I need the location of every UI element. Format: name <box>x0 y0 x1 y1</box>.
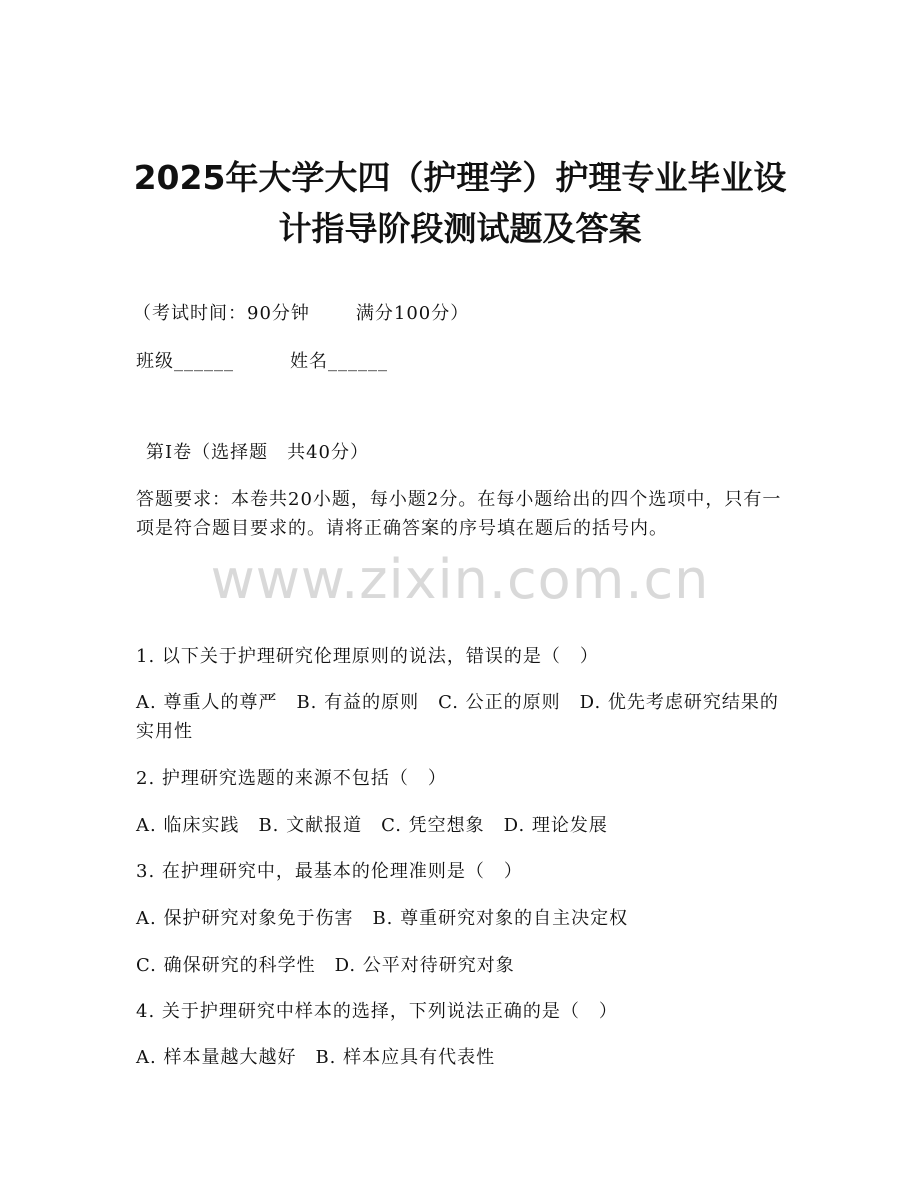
question-3-stem: 3. 在护理研究中，最基本的伦理准则是（ ） <box>136 861 523 882</box>
question-4-options-line-1: A. 样本量越大越好 B. 样本应具有代表性 <box>136 1047 496 1068</box>
class-field: 班级______ <box>136 351 234 372</box>
exam-info <box>133 302 469 326</box>
question-3-options-line-2: C. 确保研究的科学性 D. 公平对待研究对象 <box>136 955 515 976</box>
question-4-stem: 4. 关于护理研究中样本的选择，下列说法正确的是（ ） <box>136 1001 618 1022</box>
question-2-stem: 2. 护理研究选题的来源不包括（ ） <box>136 768 447 789</box>
name-field: 姓名______ <box>290 351 388 372</box>
question-1-options: A. 尊重人的尊严 B. 有益的原则 C. 公正的原则 D. 优先考虑研究结果的实用性 <box>136 692 779 742</box>
document-title <box>60 152 860 254</box>
title-line-1: 2025年大学大四（护理学）护理专业毕业设 <box>133 158 787 197</box>
exam-time: （考试时间：90分钟 <box>133 303 310 324</box>
title-line-2: 计指导阶段测试题及答案 <box>278 209 642 248</box>
section-instructions: 答题要求：本卷共20小题，每小题2分。在每小题给出的四个选项中，只有一项是符合题目要求的。请将正确答案的序号填在题后的括号内。 <box>136 489 782 539</box>
question-1-stem: 1. 以下关于护理研究伦理原则的说法，错误的是（ ） <box>136 646 599 667</box>
question-3-options-line-1: A. 保护研究对象免于伤害 B. 尊重研究对象的自主决定权 <box>136 908 629 929</box>
question-2-options: A. 临床实践 B. 文献报道 C. 凭空想象 D. 理论发展 <box>136 815 608 836</box>
student-fields <box>136 350 388 374</box>
watermark: www.zixin.com.cn <box>210 548 710 611</box>
exam-score: 满分100分） <box>355 303 470 324</box>
section-heading: 第I卷（选择题 共40分） <box>146 442 370 463</box>
